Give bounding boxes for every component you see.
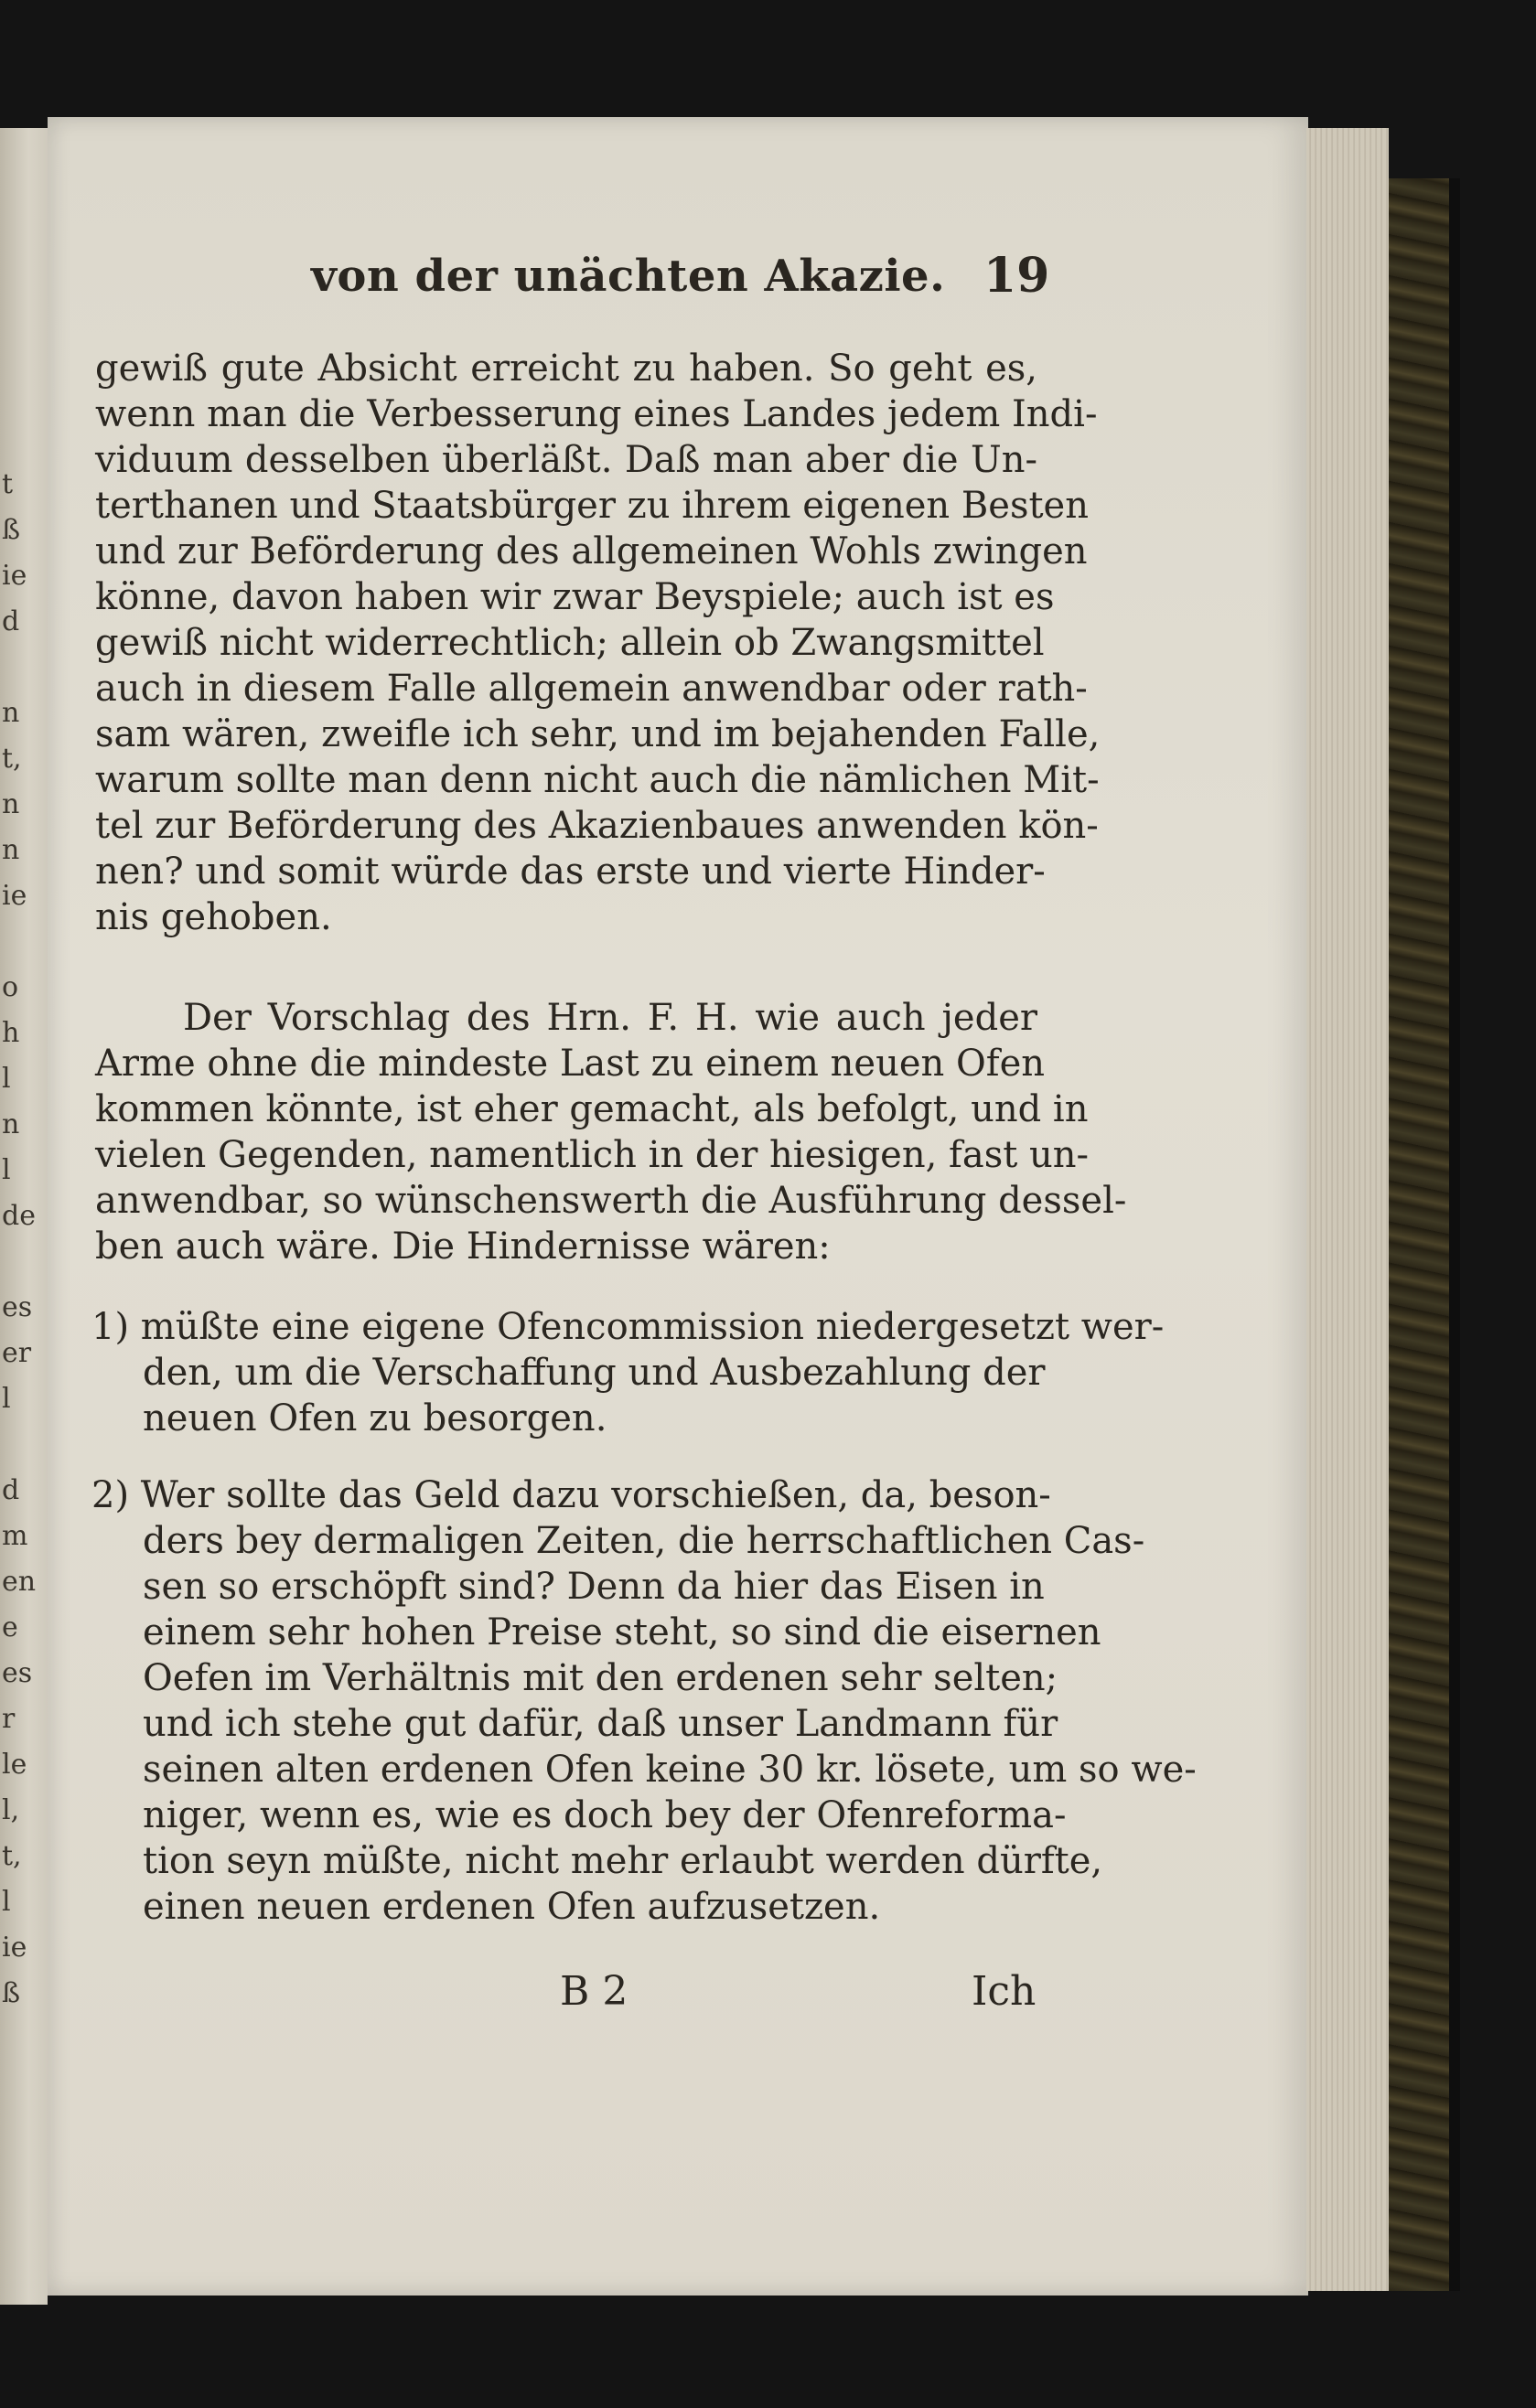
text-line: auch in diesem Falle allgemein anwendbar oder rath-: [95, 668, 1088, 710]
text-line: gewiß gute Absicht erreicht zu haben. So geht es,: [95, 348, 1037, 390]
text-line: könne, davon haben wir zwar Beyspiele; auch ist es: [95, 576, 1055, 618]
left-fragment: d: [2, 605, 20, 637]
list-item-line: Oefen im Verhältnis mit den erdenen sehr selten;: [143, 1657, 1058, 1699]
catchword: Ich: [972, 1968, 1037, 2015]
left-fragment: es: [2, 1657, 33, 1689]
list-item-line: sen so erschöpft sind? Denn da hier das Eisen in: [143, 1566, 1045, 1608]
text-line: gewiß nicht widerrechtlich; allein ob Zwangsmittel: [95, 622, 1045, 664]
text-line: und zur Beförderung des allgemeinen Wohls zwingen: [95, 530, 1088, 573]
left-fragment: ie: [2, 880, 27, 912]
list-item-line: seinen alten erdenen Ofen keine 30 kr. lösete, um so we-: [143, 1749, 1197, 1791]
text-line: Der Vorschlag des Hrn. F. H. wie auch jeder: [183, 997, 1037, 1039]
left-fragment: m: [2, 1520, 28, 1552]
left-fragment: l: [2, 1383, 11, 1415]
list-item-line: einen neuen erdenen Ofen aufzusetzen.: [143, 1886, 881, 1928]
text-line: Arme ohne die mindeste Last zu einem neuen Ofen: [95, 1043, 1046, 1085]
left-fragment: de: [2, 1200, 36, 1232]
left-fragment: er: [2, 1337, 32, 1369]
left-fragment: es: [2, 1291, 33, 1323]
left-fragment: o: [2, 971, 19, 1003]
text-line: nen? und somit würde das erste und vierte Hinder-: [95, 851, 1046, 893]
list-item-line: 1) müßte eine eigene Ofencommission niedergesetzt wer-: [91, 1306, 1165, 1348]
left-fragment: l,: [2, 1794, 20, 1826]
left-fragment: n: [2, 788, 20, 820]
list-item-line: niger, wenn es, wie es doch bey der Ofenreforma-: [143, 1794, 1067, 1836]
left-fragment: h: [2, 1017, 20, 1049]
left-fragment: e: [2, 1611, 18, 1643]
page-number: 19: [983, 248, 1050, 304]
left-fragment: le: [2, 1749, 27, 1781]
left-fragment: ß: [2, 1977, 21, 2009]
text-line: ben auch wäre. Die Hindernisse wären:: [95, 1225, 831, 1268]
list-item-line: 2) Wer sollte das Geld dazu vorschießen, da, beson-: [91, 1474, 1051, 1516]
text-line: viduum desselben überläßt. Daß man aber die Un-: [95, 439, 1037, 481]
left-fragment: l: [2, 1063, 11, 1095]
left-fragment: l: [2, 1886, 11, 1918]
text-line: wenn man die Verbesserung eines Landes jedem Indi-: [95, 393, 1098, 435]
left-fragment: d: [2, 1474, 20, 1506]
running-title: von der unächten Akazie.: [311, 251, 946, 302]
list-item-line: ders bey dermaligen Zeiten, die herrschaftlichen Cas-: [143, 1520, 1145, 1562]
left-fragment: r: [2, 1703, 16, 1735]
text-line: warum sollte man denn nicht auch die nämlichen Mit-: [95, 759, 1100, 801]
left-fragment: n: [2, 834, 20, 866]
text-line: vielen Gegenden, namentlich in der hiesigen, fast un-: [95, 1134, 1090, 1176]
signature-mark: B 2: [560, 1968, 628, 2015]
left-fragment: ß: [2, 514, 21, 546]
list-item-line: den, um die Verschaffung und Ausbezahlung der: [143, 1352, 1046, 1394]
list-item-line: tion seyn müßte, nicht mehr erlaubt werden dürfte,: [143, 1840, 1103, 1882]
left-fragment: n: [2, 1108, 20, 1140]
text-line: terthanen und Staatsbürger zu ihrem eigenen Besten: [95, 485, 1089, 527]
left-fragment: l: [2, 1154, 11, 1186]
left-fragment: ie: [2, 560, 27, 592]
list-item-line: und ich stehe gut dafür, daß unser Landmann für: [143, 1703, 1058, 1745]
text-line: tel zur Beförderung des Akazienbaues anwenden kön-: [95, 805, 1099, 847]
list-item-line: neuen Ofen zu besorgen.: [143, 1397, 607, 1439]
left-fragment: n: [2, 697, 20, 729]
text-line: anwendbar, so wünschenswerth die Ausführung dessel-: [95, 1180, 1127, 1222]
left-fragment: t: [2, 468, 14, 500]
left-fragment: t,: [2, 743, 22, 775]
left-fragment: t,: [2, 1840, 22, 1872]
list-item-line: einem sehr hohen Preise steht, so sind die eisernen: [143, 1611, 1101, 1653]
text-line: kommen könnte, ist eher gemacht, als befolgt, und in: [95, 1088, 1089, 1130]
text-line: nis gehoben.: [95, 896, 332, 938]
left-fragment: en: [2, 1566, 37, 1598]
text-line: sam wären, zweifle ich sehr, und im bejahenden Falle,: [95, 713, 1101, 755]
left-fragment: ie: [2, 1932, 27, 1964]
